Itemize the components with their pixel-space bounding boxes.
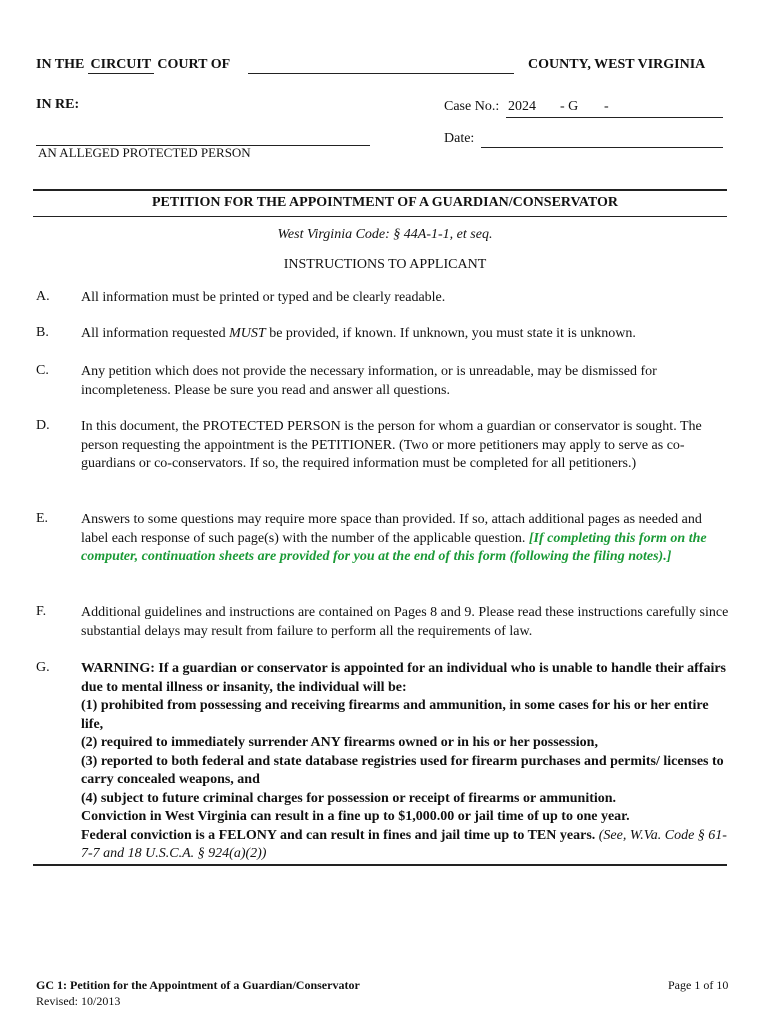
case-no-label: Case No.: [444,99,500,114]
instruction-g-letter: G. [36,660,50,675]
case-number-row [444,99,499,115]
county-field[interactable] [248,73,514,74]
instruction-c-text: Any petition which does not provide the necessary information, or is unreadable, may be dismissed for incompleteness. Please be sure you read and answer all questions. [81,364,657,398]
warning-point-4: (4) subject to future criminal charges for possession or receipt of firearms or ammunition. [81,790,617,806]
in-the-label: IN THE [36,57,85,72]
instruction-d-letter: D. [36,418,50,433]
instruction-d-text: In this document, the PROTECTED PERSON is the person for whom a guardian or conservator is sought. The person requesting the appointment is the PETITIONER. (Two or more petitioners may apply to serve as co-guardians or co-conservators. If so, the required information must be completed for all petitioners.) [81,419,702,471]
instruction-b-post: be provided, if known. If unknown, you must state it is unknown. [265,326,636,341]
instruction-b-emphasis: MUST [229,326,266,341]
date-field[interactable] [481,147,723,148]
case-year-value: 2024 [508,99,536,114]
instruction-e-letter: E. [36,511,49,526]
instruction-a-letter: A. [36,289,50,304]
warning-wv-conviction: Conviction in West Virginia can result in a fine up to $1,000.00 or jail time of up to one year. [81,809,630,824]
warning-point-1: (1) prohibited from possessing and receiving firearms and ammunition, in some cases for his or her entire life, [81,698,709,732]
court-of-label: COURT OF [157,57,231,72]
warning-intro: WARNING: If a guardian or conservator is appointed for an individual who is unable to handle their affairs due to mental illness or insanity, the individual will be: [81,661,726,695]
instruction-e-main: Answers to some questions may require more space than provided. If so, attach additional pages as needed and label each response of such page(s) with the number of the applicable question. [81,512,702,546]
protected-person-caption: AN ALLEGED PROTECTED PERSON [38,145,251,160]
case-dash-value: - [604,99,609,114]
title-bottom-rule [33,216,727,217]
warning-bottom-rule [33,864,727,866]
title-top-rule [33,189,727,191]
case-number-field[interactable] [506,99,723,118]
warning-federal-conviction [81,827,731,864]
warning-point-2: (2) required to immediately surrender ANY firearms owned or in his or her possession, [81,735,598,750]
revised-date: Revised: 10/2013 [36,994,121,1008]
warning-citation: (See, W.Va. Code § 61-7-7 and 18 U.S.C.A. § 924(a)(2)) [81,827,727,861]
page-title: PETITION FOR THE APPOINTMENT OF A GUARDIAN/CONSERVATOR [152,195,618,210]
instruction-c-letter: C. [36,363,49,378]
court-type-field[interactable] [88,57,154,74]
instruction-b-letter: B. [36,325,49,340]
continuation-note: [If completing this form on the computer, continuation sheets are provided for you at the end of this form (following the filing notes).] [81,530,707,564]
instruction-b-pre: All information requested [81,326,230,341]
instructions-heading: INSTRUCTIONS TO APPLICANT [283,257,487,272]
in-re-label: IN RE: [36,97,80,112]
instruction-e-text [81,511,731,567]
county-state-label: COUNTY, WEST VIRGINIA [528,57,706,72]
page-number: Page 1 of 10 [668,978,729,992]
date-label: Date: [444,131,475,146]
warning-federal-text: Federal conviction is a FELONY and can result in fines and jail time up to TEN years. [81,827,596,843]
court-type-value: CIRCUIT [90,57,152,72]
form-title: : Petition for the Appointment of a Guardian/Conservator [63,978,360,992]
instruction-b-text [81,325,731,344]
court-caption [36,57,230,74]
case-code-value: - G [560,99,579,114]
warning-point-3: (3) reported to both federal and state database registries used for firearm purchases and permits/ licenses to carry concealed weapons, and [81,753,724,787]
form-footer-title [36,978,360,993]
instruction-f-letter: F. [36,604,47,619]
code-reference: West Virginia Code: § 44A-1-1, et seq. [277,227,493,242]
instruction-f-text: Additional guidelines and instructions are contained on Pages 8 and 9. Please read these instructions carefully since substantial delays may result from failure to perform all the requirements of law. [81,605,729,639]
instruction-a-text: All information must be printed or typed and be clearly readable. [81,290,446,305]
firearms-warning [81,660,731,864]
form-id: GC 1 [36,978,63,992]
